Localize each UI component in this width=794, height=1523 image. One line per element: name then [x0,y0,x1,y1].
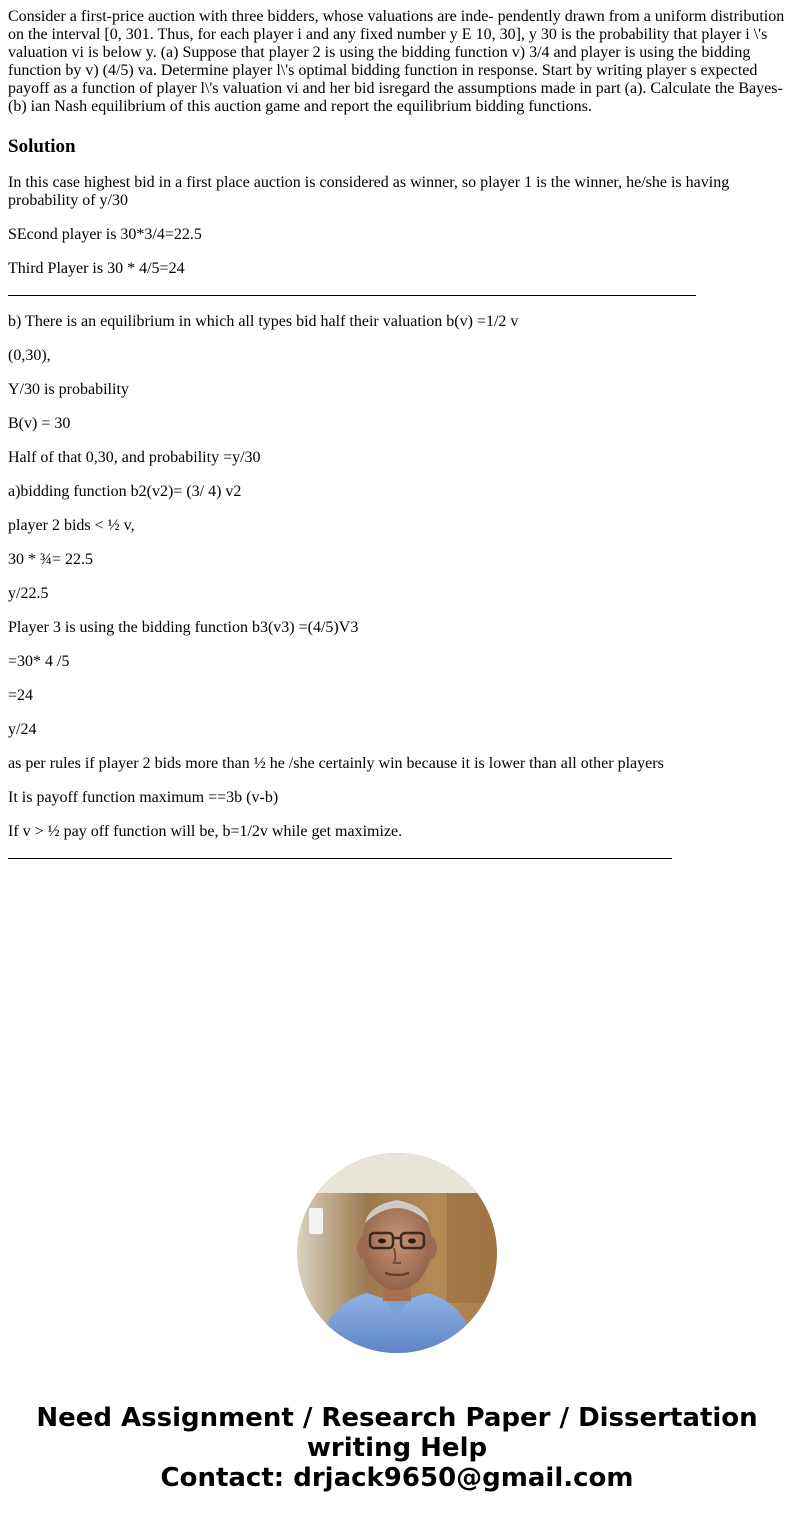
solution-paragraph: =30* 4 /5 [8,653,70,670]
solution-paragraph: SEcond player is 30*3/4=22.5 [8,226,202,243]
solution-paragraph: It is payoff function maximum ==3b (v-b) [8,789,279,806]
solution-heading: Solution [8,136,76,157]
solution-paragraph: y/24 [8,721,37,738]
solution-paragraph: a)bidding function b2(v2)= (3/ 4) v2 [8,483,242,500]
solution-paragraph: Half of that 0,30, and probability =y/30 [8,449,261,466]
solution-paragraph: b) There is an equilibrium in which all types bid half their valuation b(v) =1/2 v [8,313,519,330]
divider [8,858,672,859]
solution-paragraph: (0,30), [8,347,51,364]
solution-paragraph: Y/30 is probability [8,381,129,398]
answer-document [8,8,788,876]
solution-paragraph: Third Player is 30 * 4/5=24 [8,260,185,277]
solution-paragraph: In this case highest bid in a first place auction is considered as winner, so player 1 is the winner, he/she is having probability of y/30 [8,174,730,209]
promo-line: writing Help [306,1433,488,1463]
tutor-avatar [297,1153,497,1353]
promo-banner [0,1403,794,1493]
solution-paragraph: If v > ½ pay off function will be, b=1/2v while get maximize. [8,823,403,840]
solution-paragraph: Player 3 is using the bidding function b3(v3) =(4/5)V3 [8,619,359,636]
tutor-portrait-icon [297,1153,497,1353]
solution-paragraph: as per rules if player 2 bids more than ½ he /she certainly win because it is lower than all other players [8,755,664,772]
contact-email: Contact: drjack9650@gmail.com [160,1463,634,1493]
promo-line: Need Assignment / Research Paper / Dissertation [36,1403,758,1433]
divider [8,295,696,296]
solution-paragraph: 30 * ¾= 22.5 [8,551,94,568]
solution-paragraph: player 2 bids < ½ v, [8,517,135,534]
solution-paragraph: y/22.5 [8,585,49,602]
solution-paragraph: B(v) = 30 [8,415,71,432]
question-text: Consider a first-price auction with three bidders, whose valuations are inde- pendently drawn from a uniform distribution on the interval [0, 301. Thus, for each player i and any fixed number y E 10, 30], y 30 is the probability that player i \'s valuation vi is below y. (a) Suppose that player 2 is using the bidding function v) 3/4 and player is using the bidding function by v) (4/5) va. Determine player l\'s optimal bidding function in response. Start by writing player s expected payoff as a function of player l\'s valuation vi and her bid isregard the assumptions made in part (a). Calculate the Bayes-(b) ian Nash equilibrium of this auction game and report the equilibrium bidding functions. [8,8,785,115]
solution-paragraph: =24 [8,687,34,704]
